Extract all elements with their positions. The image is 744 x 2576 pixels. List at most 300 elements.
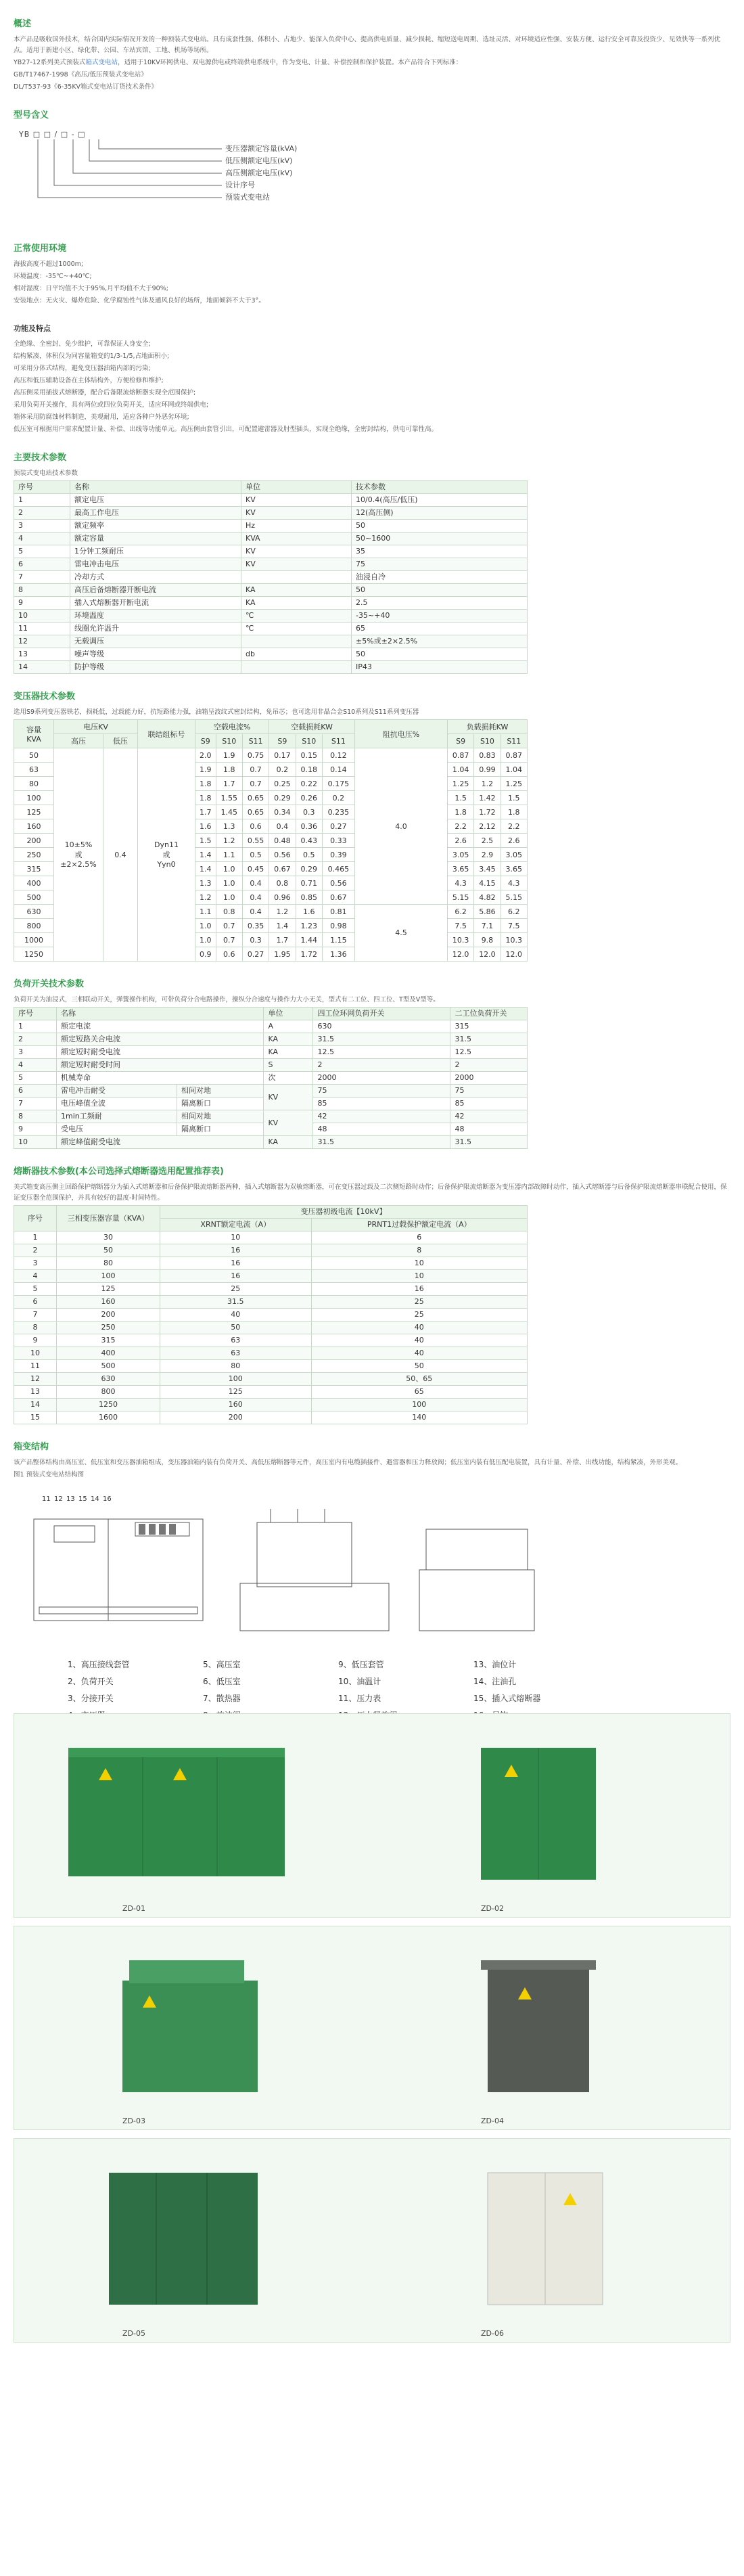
table-cell: 13 [14,1386,57,1399]
structure-fig-label: 图1 预装式变电站结构图 [14,1471,85,1478]
feature-item: 高压和低压辅助设备在主体结构外，方便检修和维护; [14,377,164,384]
unit-cell: KV [264,1085,313,1110]
capacity-cell: 315 [14,862,54,876]
legend-item: 9、低压套管 [338,1660,384,1669]
table-cell: 1.5 [447,791,473,805]
fuse-table [14,1205,528,1424]
table-cell: 7.5 [447,919,473,933]
table-cell: 0.9 [195,947,216,962]
table-cell [241,635,352,648]
table-cell: 85 [313,1098,450,1110]
table-cell: 1.2 [474,777,501,791]
table-cell: 2.5 [352,597,528,610]
table-cell: 4.82 [474,890,501,905]
table-cell: 50 [311,1360,528,1373]
table-cell: 环境温度 [70,610,241,623]
table-cell: 高压后备熔断器开断电流 [70,584,241,597]
table-cell: 雷电冲击电压 [70,558,241,571]
table-row [14,648,528,661]
capacity-cell: 1000 [14,933,54,947]
table-cell: 50、65 [311,1373,528,1386]
table-cell: 1.0 [216,862,242,876]
col-header: S9 [195,734,216,748]
env-item: 相对湿度：日平均值不大于95%,月平均值不大于90%; [14,285,168,292]
table-cell: 0.65 [242,791,269,805]
table-cell: 1250 [57,1399,160,1411]
table-cell: 11 [14,1360,57,1373]
legend-item: 3、分接开关 [68,1694,114,1703]
table-cell: 10 [14,610,70,623]
table-cell: 1.04 [447,763,473,777]
table-cell: 3 [14,520,70,533]
table-cell: 250 [57,1321,160,1334]
table-cell: 0.56 [269,848,296,862]
photo-caption: ZD-05 [122,2329,145,2338]
callout-11: 11 [42,1495,51,1503]
table-row [14,1110,528,1123]
table-row [14,494,528,507]
table-cell: 电压峰值全波 [57,1098,177,1110]
substation-photo [41,1940,325,2109]
main-params-table [14,480,528,674]
table-cell: 0.14 [322,763,354,777]
table-cell: 16 [160,1244,312,1257]
table-cell: 3 [14,1257,57,1270]
table-cell: 1.7 [195,805,216,819]
table-cell: 0.7 [216,933,242,947]
table-cell: 1.8 [195,791,216,805]
table-cell: 31.5 [160,1296,312,1309]
table-cell: 1.8 [501,805,527,819]
col-header: 三相变压器容量（KVA） [57,1206,160,1231]
table-cell: 0.175 [322,777,354,791]
table-cell: 0.34 [269,805,296,819]
table-cell: 0.17 [269,748,296,763]
table-row [14,610,528,623]
table-cell: 雷电冲击耐受 [57,1085,177,1098]
table-cell: 63 [160,1334,312,1347]
table-cell: 40 [311,1334,528,1347]
table-cell: 1 [14,1020,57,1033]
col-header: 四工位环网负荷开关 [313,1008,450,1020]
col-header: S9 [447,734,473,748]
table-cell: 0.81 [322,905,354,919]
table-cell: 4.3 [447,876,473,890]
table-cell: 1.55 [216,791,242,805]
table-cell: 16 [160,1257,312,1270]
table-cell: 40 [311,1321,528,1334]
table-cell: 0.39 [322,848,354,862]
table-cell: 10 [14,1347,57,1360]
table-cell: 0.55 [242,834,269,848]
switch-title: 负荷开关技术参数 [14,979,85,989]
table-cell: 1.42 [474,791,501,805]
table-cell: 200 [160,1411,312,1424]
col-header: S10 [474,734,501,748]
table-cell: 2.2 [447,819,473,834]
table-cell: 线圈允许温升 [70,623,241,635]
table-cell: 1.45 [216,805,242,819]
table-cell: 5 [14,1283,57,1296]
table-cell: 0.43 [296,834,322,848]
photo-caption: ZD-06 [481,2329,504,2338]
table-cell: 1.0 [195,919,216,933]
table-cell: 0.83 [474,748,501,763]
table-cell: 受电压 [57,1123,177,1136]
table-cell: 0.12 [322,748,354,763]
substation-link[interactable]: 箱式变电站 [85,59,118,66]
table-row [14,1373,528,1386]
model-diagram [19,126,730,234]
model-line-1: 变压器额定容量(kVA) [225,144,298,153]
table-cell: 6.2 [501,905,527,919]
photo-caption: ZD-02 [481,1904,504,1913]
table-cell: 4.15 [474,876,501,890]
table-cell: 65 [352,623,528,635]
table-cell: 1.44 [296,933,322,947]
transformer-body [14,748,528,962]
table-cell: 25 [311,1296,528,1309]
col-header: PRNT1过载保护额定电流（A） [311,1219,528,1231]
fuse-title: 熔断器技术参数(本公司选择式熔断器选用配置推荐表) [14,1167,224,1177]
col-header: S9 [269,734,296,748]
table-cell: 25 [311,1309,528,1321]
table-cell: 48 [313,1123,450,1136]
table-cell: 50 [57,1244,160,1257]
table-row [14,520,528,533]
table-cell: 9 [14,597,70,610]
table-row [14,1399,528,1411]
table-cell: 10 [160,1231,312,1244]
main-params-title: 主要技术参数 [14,453,67,463]
table-cell: 1.7 [216,777,242,791]
env-item: 安装地点：无火灾、爆炸危险、化学腐蚀性气体及通风良好的场所，地面倾斜不大于3°。 [14,297,265,304]
table-row [14,1231,528,1244]
table-row [14,1244,528,1257]
table-row [14,1033,528,1046]
table-cell: 0.4 [242,876,269,890]
unit-cell: A [264,1020,313,1033]
table-cell: 0.67 [322,890,354,905]
table-row [14,1046,528,1059]
table-cell: 200 [57,1309,160,1321]
table-cell: 63 [160,1347,312,1360]
table-cell: 隔离断口 [177,1123,264,1136]
table-cell: 10 [311,1270,528,1283]
table-cell: 315 [450,1020,528,1033]
feature-item: 采用负荷开关操作，具有两位或四位负荷开关，适应环网或终端供电; [14,401,209,409]
col-header: 单位 [264,1008,313,1020]
legend-item: 14、注油孔 [473,1677,517,1686]
capacity-cell: 250 [14,848,54,862]
table-cell: 0.75 [242,748,269,763]
table-cell: 2.5 [474,834,501,848]
col-header: 单位 [241,481,352,494]
table-cell: KV [241,545,352,558]
capacity-label: 容量 [26,725,41,734]
unit-cell: 次 [264,1072,313,1085]
table-cell: 400 [57,1347,160,1360]
table-row [14,1386,528,1399]
table-cell: 7 [14,571,70,584]
table-cell: 1.2 [195,890,216,905]
table-cell: 1.8 [447,805,473,819]
table-cell: 1.2 [216,834,242,848]
table-cell: 0.87 [501,748,527,763]
col-header: 技术参数 [352,481,528,494]
table-cell: 0.6 [216,947,242,962]
photo-row-2 [14,1926,730,2130]
table-cell: 100 [57,1270,160,1283]
table-cell: 65 [311,1386,528,1399]
capacity-cell: 80 [14,777,54,791]
table-cell: 0.26 [296,791,322,805]
table-cell: 0.25 [269,777,296,791]
overview-title: 概述 [14,19,32,29]
fuse-body [14,1231,528,1424]
table-cell: 0.4 [242,905,269,919]
table-cell: 25 [160,1283,312,1296]
legend-item: 11、压力表 [338,1694,381,1703]
table-cell: 35 [352,545,528,558]
table-row [14,1059,528,1072]
model-line-2: 低压侧额定电压(kV) [225,156,293,165]
table-cell: 3.05 [501,848,527,862]
callout-16: 16 [103,1495,112,1503]
legend-item: 5、高压室 [203,1660,241,1669]
table-cell: 1.8 [216,763,242,777]
col-header: XRNT额定电流（A） [160,1219,312,1231]
table-cell: 0.36 [296,819,322,834]
table-row [14,1085,528,1098]
table-row [14,507,528,520]
table-cell: 插入式熔断器开断电流 [70,597,241,610]
table-cell: 40 [311,1347,528,1360]
table-cell: 0.33 [322,834,354,848]
table-cell: 1.23 [296,919,322,933]
table-cell: 12.0 [474,947,501,962]
photo-row-1 [14,1713,730,1918]
photo-row-3 [14,2138,730,2343]
impedance-cell: 4.0 [354,748,447,905]
table-cell: 1.9 [195,763,216,777]
env-title: 正常使用环境 [14,244,67,254]
table-row [14,1309,528,1321]
table-cell: 1.3 [216,819,242,834]
table-cell: 0.7 [216,919,242,933]
table-cell: 75 [450,1085,528,1098]
table-row [14,545,528,558]
table-row [14,1321,528,1334]
table-cell: 1.04 [501,763,527,777]
table-cell: 额定峰值耐受电流 [57,1136,264,1149]
table-cell: 10/0.4(高压/低压) [352,494,528,507]
table-cell: 5 [14,545,70,558]
table-cell: 10.3 [501,933,527,947]
table-cell: 0.27 [242,947,269,962]
overview-paragraph: 本产品是吸收国外技术，结合国内实际情况开发的一种预装式变电站。具有成套性强、体积小、占地少、能深入负荷中心、提高供电质量、减少损耗、缩短送电周期、选址灵活、对环境适应性强、安装方便、运行安全可靠及投资少、见效快等一系列优点。适用于新建小区、绿化带、公园、车站宾馆、工地、机场等场所。 [14,36,721,54]
table-cell: 10.3 [447,933,473,947]
table-cell: 2 [14,507,70,520]
feature-item: 可采用分体式结构，避免变压器油箱内部的污染; [14,365,151,372]
table-row [14,571,528,584]
table-cell: 0.7 [242,777,269,791]
table-cell: 125 [57,1283,160,1296]
table-cell: 31.5 [313,1033,450,1046]
col-header: 空载电流% [195,720,269,734]
table-cell: 1.5 [195,834,216,848]
table-cell: 1 [14,1231,57,1244]
table-cell: 75 [352,558,528,571]
table-cell: 9.8 [474,933,501,947]
table-cell: 5.15 [501,890,527,905]
substation-photo [393,1940,677,2109]
table-cell: 1.5 [501,791,527,805]
standard-2: DL/T537-93《6-35KV箱式变电站订货技术条件》 [14,83,158,91]
table-row [14,1072,528,1085]
substation-photo [393,1727,677,1897]
table-cell: 6 [311,1231,528,1244]
table-row [14,558,528,571]
capacity-cell: 400 [14,876,54,890]
table-cell: 42 [450,1110,528,1123]
table-cell: 机械寿命 [57,1072,264,1085]
table-cell: 2 [450,1059,528,1072]
table-cell: 0.67 [269,862,296,876]
table-cell: 0.4 [242,890,269,905]
table-cell: 0.235 [322,805,354,819]
table-cell [241,571,352,584]
table-cell: 7 [14,1309,57,1321]
table-cell: 630 [313,1020,450,1033]
table-row [14,533,528,545]
table-cell: 12.0 [447,947,473,962]
col-header: 负载损耗KW [447,720,527,734]
table-cell: 隔离断口 [177,1098,264,1110]
table-cell: 1.25 [501,777,527,791]
table-cell: 42 [313,1110,450,1123]
main-params-body [14,494,528,674]
table-row [14,1257,528,1270]
table-row [14,748,528,763]
table-cell: 4 [14,1059,57,1072]
table-cell: 0.29 [269,791,296,805]
unit-cell: S [264,1059,313,1072]
col-header: 序号 [14,1206,57,1231]
structure-diagram [14,1482,730,1705]
table-cell: 50~1600 [352,533,528,545]
table-cell: IP43 [352,661,528,674]
table-cell: 0.98 [322,919,354,933]
table-cell: 额定短时耐受时间 [57,1059,264,1072]
feature-item: 全绝缘、全密封、免少维护，可靠保证人身安全; [14,340,151,348]
table-cell: 1.0 [216,876,242,890]
table-cell: 1min工频耐 [57,1110,177,1123]
table-cell: 最高工作电压 [70,507,241,520]
standard-1: GB/T17467-1998《高压/低压预装式变电站》 [14,71,147,78]
table-cell: 0.35 [242,919,269,933]
table-cell: 630 [57,1373,160,1386]
table-cell: 额定短路关合电流 [57,1033,264,1046]
table-row [14,623,528,635]
capacity-cell: 50 [14,748,54,763]
col-header: S11 [322,734,354,748]
table-cell: 0.8 [216,905,242,919]
env-item: 海拔高度不超过1000m; [14,261,84,268]
table-cell: 31.5 [313,1136,450,1149]
table-cell: 0.3 [242,933,269,947]
table-cell: 315 [57,1334,160,1347]
table-cell: 0.465 [322,862,354,876]
table-cell: 2.6 [501,834,527,848]
table-cell: 1分钟工频耐压 [70,545,241,558]
table-cell: 0.45 [242,862,269,876]
table-cell: 15 [14,1411,57,1424]
table-cell: 1.4 [269,919,296,933]
table-cell: 0.71 [296,876,322,890]
table-cell: 2.6 [447,834,473,848]
col-header: S10 [216,734,242,748]
table-row [14,1347,528,1360]
table-row [14,1020,528,1033]
capacity-cell: 1250 [14,947,54,962]
col-header [14,720,54,748]
table-cell: 噪声等级 [70,648,241,661]
table-cell: 8 [14,1321,57,1334]
table-cell [241,661,352,674]
feature-item: 高压侧采用插拔式熔断器，配合后备限流熔断器实现全范围保护; [14,389,196,397]
table-cell: 0.18 [296,763,322,777]
table-cell: 0.2 [269,763,296,777]
table-cell: 12 [14,1373,57,1386]
table-cell: 0.22 [296,777,322,791]
table-cell: 50 [160,1321,312,1334]
table-cell: 85 [450,1098,528,1110]
model-line-3: 高压侧额定电压(kV) [225,168,293,177]
callout-15: 15 [78,1495,87,1503]
table-cell: 0.2 [322,791,354,805]
table-cell: 14 [14,1399,57,1411]
feature-item: 低压室可根据用户需求配置计量、补偿、出线等功能单元。高压侧由套管引出，可配置避雷器及肘型插头，实现全绝缘，全密封结构，供电可靠性高。 [14,426,438,433]
table-cell: KV [241,558,352,571]
table-row [14,1283,528,1296]
col-header: 二工位负荷开关 [450,1008,528,1020]
table-cell: 1600 [57,1411,160,1424]
col-header: S10 [296,734,322,748]
table-cell: 9 [14,1123,57,1136]
table-cell: 13 [14,648,70,661]
col-header: 电压KV [54,720,138,734]
photo-caption: ZD-01 [122,1904,145,1913]
photo-caption: ZD-04 [481,2117,504,2125]
table-cell: 100 [311,1399,528,1411]
overview-text: YB27-12系列美式预装式 [14,59,86,66]
table-cell: 2.0 [195,748,216,763]
table-cell: 1.1 [195,905,216,919]
overview-paragraph-2 [14,58,730,68]
table-cell: 0.8 [269,876,296,890]
table-cell: 额定短时耐受电流 [57,1046,264,1059]
table-cell: 2 [14,1244,57,1257]
table-cell: 1.1 [216,848,242,862]
table-cell: 1.3 [195,876,216,890]
table-cell: db [241,648,352,661]
model-code: YB □ □ / □ - □ [19,130,86,139]
table-cell: 12(高压侧) [352,507,528,520]
env-item: 环境温度：-35℃~+40℃; [14,273,92,280]
table-cell: 油浸自冷 [352,571,528,584]
capacity-cell: 500 [14,890,54,905]
